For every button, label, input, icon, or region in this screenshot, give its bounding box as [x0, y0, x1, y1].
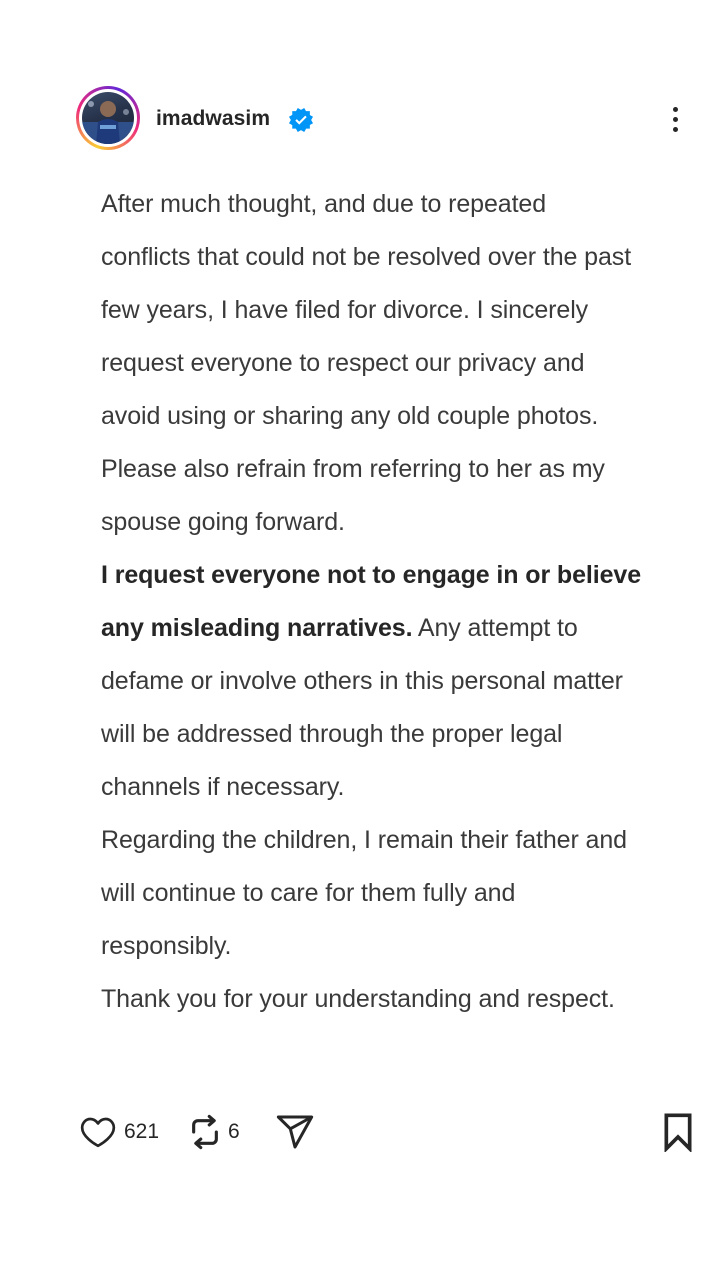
caption-line: conflicts that could not be resolved over the past [101, 243, 632, 271]
share-button[interactable] [275, 1107, 315, 1157]
caption-line: After much thought, and due to repeated [101, 190, 547, 218]
caption-line [101, 602, 701, 655]
post-caption [101, 178, 701, 1026]
post-header [76, 86, 695, 158]
more-options-button[interactable] [663, 104, 687, 140]
verified-badge-icon [289, 108, 313, 132]
caption-line: spouse going forward. [101, 508, 345, 536]
caption-line: request everyone to respect our privacy and [101, 349, 585, 377]
caption-line: will be addressed through the proper legal [101, 720, 563, 748]
avatar [82, 92, 134, 144]
caption-line: will continue to care for them fully and [101, 879, 516, 907]
bold-text: I request everyone not to engage in or believe [101, 561, 641, 589]
caption-line: Regarding the children, I remain their father and [101, 826, 627, 854]
caption-line: defame or involve others in this personal matter [101, 667, 623, 695]
caption-line: channels if necessary. [101, 773, 345, 801]
bold-text: any misleading narratives. [101, 614, 413, 642]
action-bar [78, 1107, 695, 1157]
repost-count: 6 [228, 1120, 240, 1143]
heart-icon [78, 1113, 118, 1151]
username[interactable]: imadwasim [156, 107, 271, 130]
share-icon [275, 1112, 315, 1152]
bookmark-icon [661, 1112, 695, 1152]
caption-line: avoid using or sharing any old couple photos. [101, 402, 599, 430]
caption-line: responsibly. [101, 932, 232, 960]
caption-line: few years, I have filed for divorce. I sincerely [101, 296, 589, 324]
save-button[interactable] [661, 1107, 695, 1157]
like-count: 621 [124, 1120, 160, 1143]
caption-line: Please also refrain from referring to her as my [101, 455, 605, 483]
repost-button[interactable] [188, 1107, 240, 1157]
caption-line: Thank you for your understanding and respect. [101, 985, 615, 1013]
caption-text: Any attempt to [412, 614, 578, 642]
like-button[interactable] [78, 1107, 159, 1157]
avatar-story-ring[interactable] [76, 86, 140, 150]
repost-icon [188, 1112, 222, 1152]
caption-line [101, 549, 701, 602]
